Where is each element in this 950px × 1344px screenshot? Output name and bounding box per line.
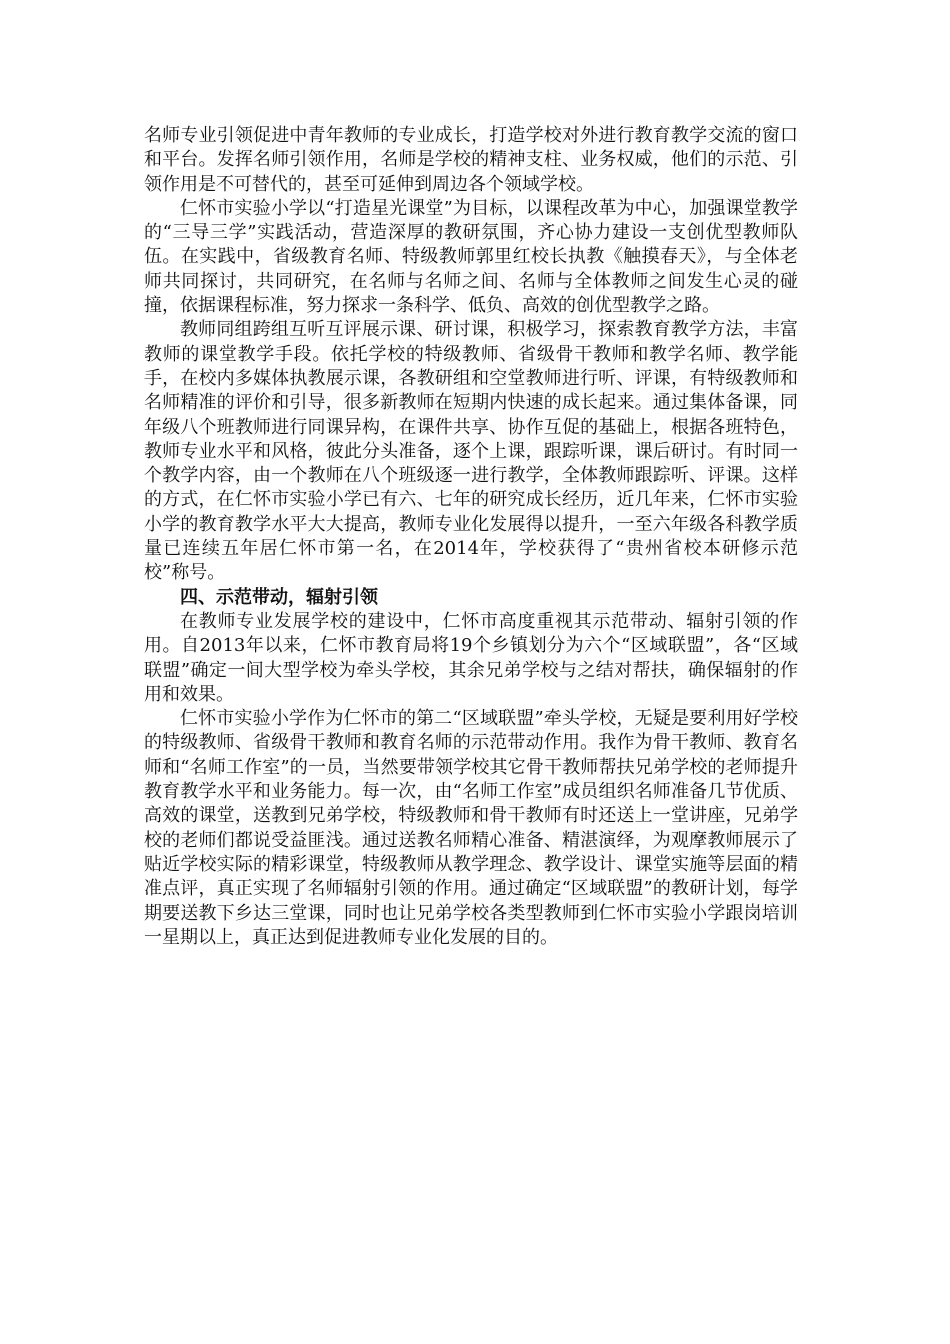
- section-paragraph-2: 仁怀市实验小学作为仁怀市的第二“区域联盟”牵头学校，无疑是要利用好学校的特级教师、省级骨干教师和教育名师的示范带动作用。我作为骨干教师、教育名师和“名师工作室”的一员，当然要带领学校其它骨干教师帮扶兄弟学校的老师提升教育教学水平和业务能力。每一次，由“名师工作室”成员组织名师准备几节优质、高效的课堂，送教到兄弟学校，特级教师和骨干教师有时还送上一堂讲座，兄弟学校的老师们都说受益匪浅。通过送教名师精心准备、精湛演绎，为观摩教师展示了贴近学校实际的精彩课堂，特级教师从教学理念、教学设计、课堂实施等层面的精准点评，真正实现了名师辐射引领的作用。通过确定“区域联盟”的教研计划，每学期要送教下乡达三堂课，同时也让兄弟学校各类型教师到仁怀市实验小学跟岗培训一星期以上，真正达到促进教师专业化发展的目的。: [144, 708, 798, 948]
- paragraph-3: 教师同组跨组互听互评展示课、研讨课，积极学习，探索教育教学方法，丰富教师的课堂教学手段。依托学校的特级教师、省级骨干教师和教学名师、教学能手，在校内多媒体执教展示课，各教研组和空堂教师进行听、评课，有特级教师和名师精准的评价和引导，很多新教师在短期内快速的成长起来。通过集体备课，同年级八个班教师进行同课异构，在课件共享、协作互促的基础上，根据各班特色，教师专业水平和风格，彼此分头准备，逐个上课，跟踪听课，课后研讨。有时同一个教学内容，由一个教师在八个班级逐一进行教学，全体教师跟踪听、评课。这样的方式，在仁怀市实验小学已有六、七年的研究成长经历，近几年来，仁怀市实验小学的教育教学水平大大提高，教师专业化发展得以提升，一至六年级各科教学质量已连续五年居仁怀市第一名，在2014年，学校获得了“贵州省校本研修示范校”称号。: [144, 319, 798, 584]
- document-page: [144, 124, 798, 950]
- section-heading: 四、示范带动，辐射引领: [180, 586, 378, 608]
- paragraph-2: 仁怀市实验小学以“打造星光课堂”为目标，以课程改革为中心，加强课堂教学的“三导三学”实践活动，营造深厚的教研氛围，齐心协力建设一支创优型教师队伍。在实践中，省级教育名师、特级教师郭里红校长执教《触摸春天》，与全体老师共同探讨，共同研究，在名师与名师之间、名师与全体教师之间发生心灵的碰撞，依据课程标准，努力探求一条科学、低负、高效的创优型教学之路。: [144, 197, 798, 317]
- paragraph-1: 名师专业引领促进中青年教师的专业成长，打造学校对外进行教育教学交流的窗口和平台。发挥名师引领作用，名师是学校的精神支柱、业务权威，他们的示范、引领作用是不可替代的，甚至可延伸到周边各个领域学校。: [144, 125, 798, 195]
- section-paragraph-1: 在教师专业发展学校的建设中，仁怀市高度重视其示范带动、辐射引领的作用。自2013年以来，仁怀市教育局将19个乡镇划分为六个“区域联盟”，各“区域联盟”确定一间大型学校为牵头学校，其余兄弟学校与之结对帮扶，确保辐射的作用和效果。: [144, 610, 798, 705]
